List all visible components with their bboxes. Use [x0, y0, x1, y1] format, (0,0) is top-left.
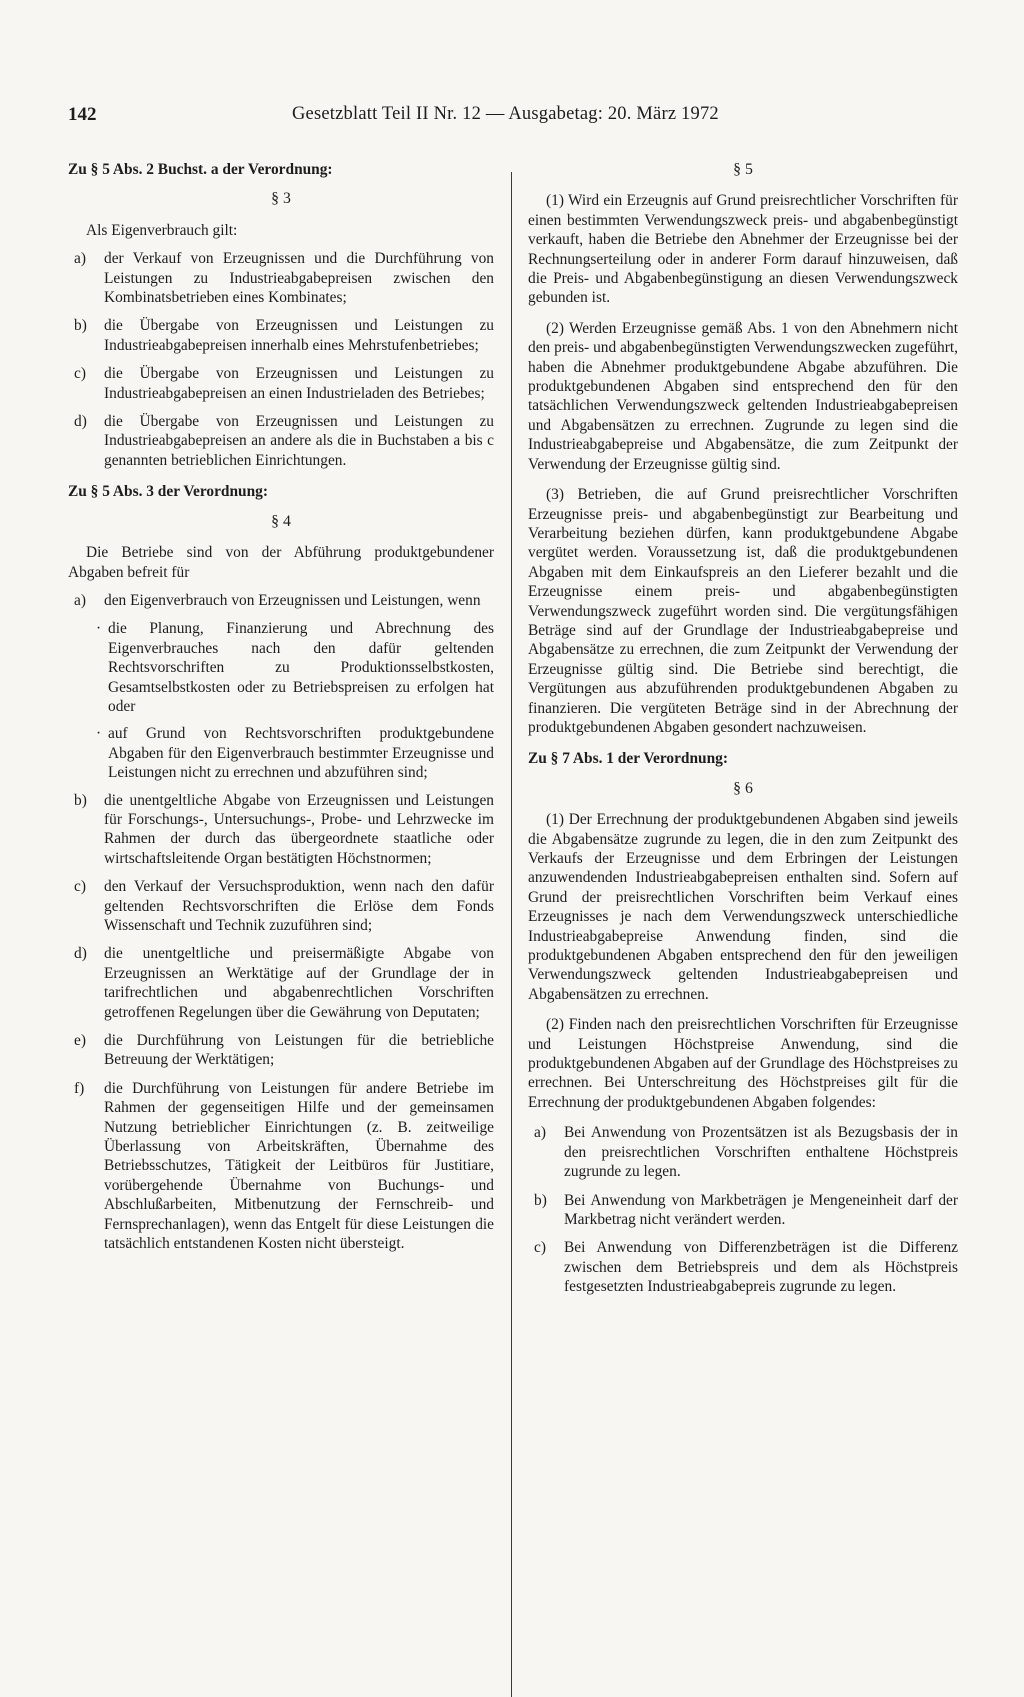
paragraph-number-3: § 3: [271, 190, 291, 208]
paragraph-6-1: (1) Der Errechnung der produktgebundenen Abgaben sind jeweils die Abgabensätze zugrunde zu legen, die in den zum Zeitpunkt des Verkaufs der Erzeugnisse und dem Erbringen der Leistungen anzuwendenden Industrieabgabepreisen enthalten sind. Sofern auf Grund der preisrechtlichen Vorschriften beim Verkauf eines Erzeugnisses je nach dem Verwendungszweck unterschiedliche Industrieabgabepreise Anwendung finden, sind die produktgebundenen Abgaben entsprechend den für den jeweiligen Verwendungszweck geltenden Industrieabgabepreisen und Abgabensätzen zu errechnen.: [528, 811, 958, 1003]
list-item: a) den Eigenverbrauch von Erzeugnissen und Leistungen, wenn: [74, 591, 481, 609]
section-heading-4: Zu § 5 Abs. 3 der Verordnung:: [68, 483, 268, 501]
left-column: [68, 160, 494, 1263]
list-item: b) die Übergabe von Erzeugnissen und Leistungen zu Industrieabgabepreisen innerhalb eines Mehrstufenbetriebes;: [74, 317, 494, 354]
paragraph-6-2: (2) Finden nach den preisrechtlichen Vorschriften für Erzeugnisse und Leistungen Höchstpreise Anwendung, sind die produktgebundenen Abgaben auf der Grundlage des Höchstpreises zu errechnen. Bei Unterschreitung des Höchstpreises gilt für die Errechnung der produktgebundenen Abgaben folgendes:: [528, 1016, 958, 1111]
paragraph-5-2: (2) Werden Erzeugnisse gemäß Abs. 1 von den Abnehmern nicht den preis- und abgabenbegünstigten Verwendungszwecken zugeführt, haben die Abnehmer produktgebundene Abgabe abzuführen. Die produktgebundenen Abgaben sind entsprechend den für den tatsächlichen Verwendungszweck geltenden Industrieabgabepreisen und Abgabensätzen zu errechnen. Zugrunde zu legen sind die Industrieabgabepreise und Abgabensätze, die zum Zeitpunkt der Verwendung der Erzeugnisse gültig sind.: [528, 319, 958, 473]
sub-list-item: · die Planung, Finanzierung und Abrechnung des Eigenverbrauches nach den dafür geltenden Rechtsvorschriften zu Produktionsselbstkosten, Gesamtselbstkosten oder zu Betriebspreisen zu erfolgen hat oder: [96, 620, 494, 715]
list-6: [528, 1123, 958, 1296]
paragraph-5-3: (3) Betrieben, die auf Grund preisrechtlicher Vorschriften Erzeugnisse preis- und abgabenbegünstigt zur Bearbeitung und Verarbeitung beziehen dürfen, kann produktgebundene Abgabe vergütet werden. Voraussetzung ist, daß die produktgebundenen Abgaben mit dem Einkaufspreis an den Lieferer bezahlt und die Erzeugnisse einem preis- und abgabenbegünstigten Verwendungszweck zugeführt worden sind. Die vergütungsfähigen Beträge sind auf der Grundlage der Industrieabgabepreise und Abgabensätze zu errechnen, die zum Zeitpunkt der Verwendung der Erzeugnisse gültig sind. Die Betriebe sind berechtigt, die Vergütungen aus abzuführenden produktgebundenen Abgaben zu finanzieren. Die vergüteten Beträge sind in der Abrechnung der produktgebundenen Abgaben gesondert nachzuweisen.: [528, 486, 958, 736]
section-heading-3: Zu § 5 Abs. 2 Buchst. a der Verordnung:: [68, 161, 333, 178]
paragraph-number-4: § 4: [271, 512, 291, 530]
intro-text-3: Als Eigenverbrauch gilt:: [86, 221, 238, 239]
list-4: [68, 591, 494, 1254]
list-item: b) Bei Anwendung von Markbeträgen je Mengeneinheit darf der Markbetrag nicht verändert werden.: [534, 1191, 958, 1228]
section-heading-6: Zu § 7 Abs. 1 der Verordnung:: [528, 750, 728, 768]
publication-header: Gesetzblatt Teil II Nr. 12 — Ausgabetag: 20. März 1972: [292, 104, 719, 124]
list-item: c) Bei Anwendung von Differenzbeträgen ist die Differenz zwischen dem Betriebspreis und dem als Höchstpreis festgesetzten Industrieabgabepreis zugrunde zu legen.: [534, 1239, 958, 1296]
list-item: c) die Übergabe von Erzeugnissen und Leistungen zu Industrieabgabepreisen an einen Industrieladen des Betriebes;: [74, 365, 494, 402]
page-header: [68, 104, 768, 134]
list-item: d) die unentgeltliche und preisermäßigte Abgabe von Erzeugnissen an Werktätige auf der Grundlage der in tarifrechtlichen und abgabenrechtlichen Vorschriften getroffenen Regelungen über die Gewährung von Deputaten;: [74, 945, 494, 1021]
intro-text-4: Die Betriebe sind von der Abführung produktgebundener Abgaben befreit für: [68, 544, 494, 581]
paragraph-number-5: § 5: [733, 161, 753, 178]
list-3: [68, 249, 494, 470]
paragraph-5-1: (1) Wird ein Erzeugnis auf Grund preisrechtlicher Vorschriften für einen bestimmten Verwendungszweck preis- und abgabenbegünstigt verkauft, haben die Betriebe den Abnehmer der Erzeugnisse bei der Rechnungserteilung oder in anderer Form darauf hinzuweisen, daß die Preis- und Abgabenbegünstigung an diesen Verwendungszweck gebunden ist.: [528, 192, 958, 307]
list-item: a) der Verkauf von Erzeugnissen und die Durchführung von Leistungen zu Industrieabgabepreisen zwischen den Kombinatsbetrieben eines Kombinates;: [74, 250, 494, 307]
list-item: a) Bei Anwendung von Prozentsätzen ist als Bezugsbasis der in den preisrechtlichen Vorschriften enthaltene Höchstpreis zugrunde zu legen.: [534, 1124, 958, 1181]
list-item: f) die Durchführung von Leistungen für andere Betriebe im Rahmen der gegenseitigen Hilfe und der gemeinsamen Nutzung betrieblicher Einrichtungen (z. B. zeitweilige Überlassung von Arbeitskräften, Übernahme des Betriebsschutzes, Tätigkeit der Leitbüros für Justitiare, vorübergehende Übernahme von Buchungs- und Abschlußarbeiten, Mitbenutzung der Fernschreib- und Fernsprechanlagen), wenn das Entgelt für diese Leistungen die tatsächlich entstandenen Kosten nicht übersteigt.: [74, 1079, 494, 1253]
page-number: 142: [68, 104, 97, 125]
list-item: e) die Durchführung von Leistungen für die betriebliche Betreuung der Werktätigen;: [74, 1032, 494, 1069]
list-item: d) die Übergabe von Erzeugnissen und Leistungen zu Industrieabgabepreisen an andere als die in Buchstaben a bis c genannten betrieblichen Einrichtungen.: [74, 413, 494, 469]
paragraph-number-6: § 6: [733, 779, 753, 797]
right-column: [528, 160, 958, 1306]
list-item: b) die unentgeltliche Abgabe von Erzeugnissen und Leistungen für Forschungs-, Untersuchungs-, Probe- und Lehrzwecke im Rahmen der durch das übergeordnete staatliche oder wirtschaftsleitende Organ bestätigten Höchstnormen;: [74, 791, 494, 867]
column-divider: [511, 172, 512, 1697]
list-item: c) den Verkauf der Versuchsproduktion, wenn nach den dafür geltenden Rechtsvorschriften die Erlöse dem Fonds Wissenschaft und Technik zuzuführen sind;: [74, 878, 494, 934]
sub-list-item: · auf Grund von Rechtsvorschriften produktgebundene Abgaben für den Eigenverbrauch bestimmter Erzeugnisse und Leistungen nicht zu errechnen und abzuführen sind;: [96, 725, 494, 782]
